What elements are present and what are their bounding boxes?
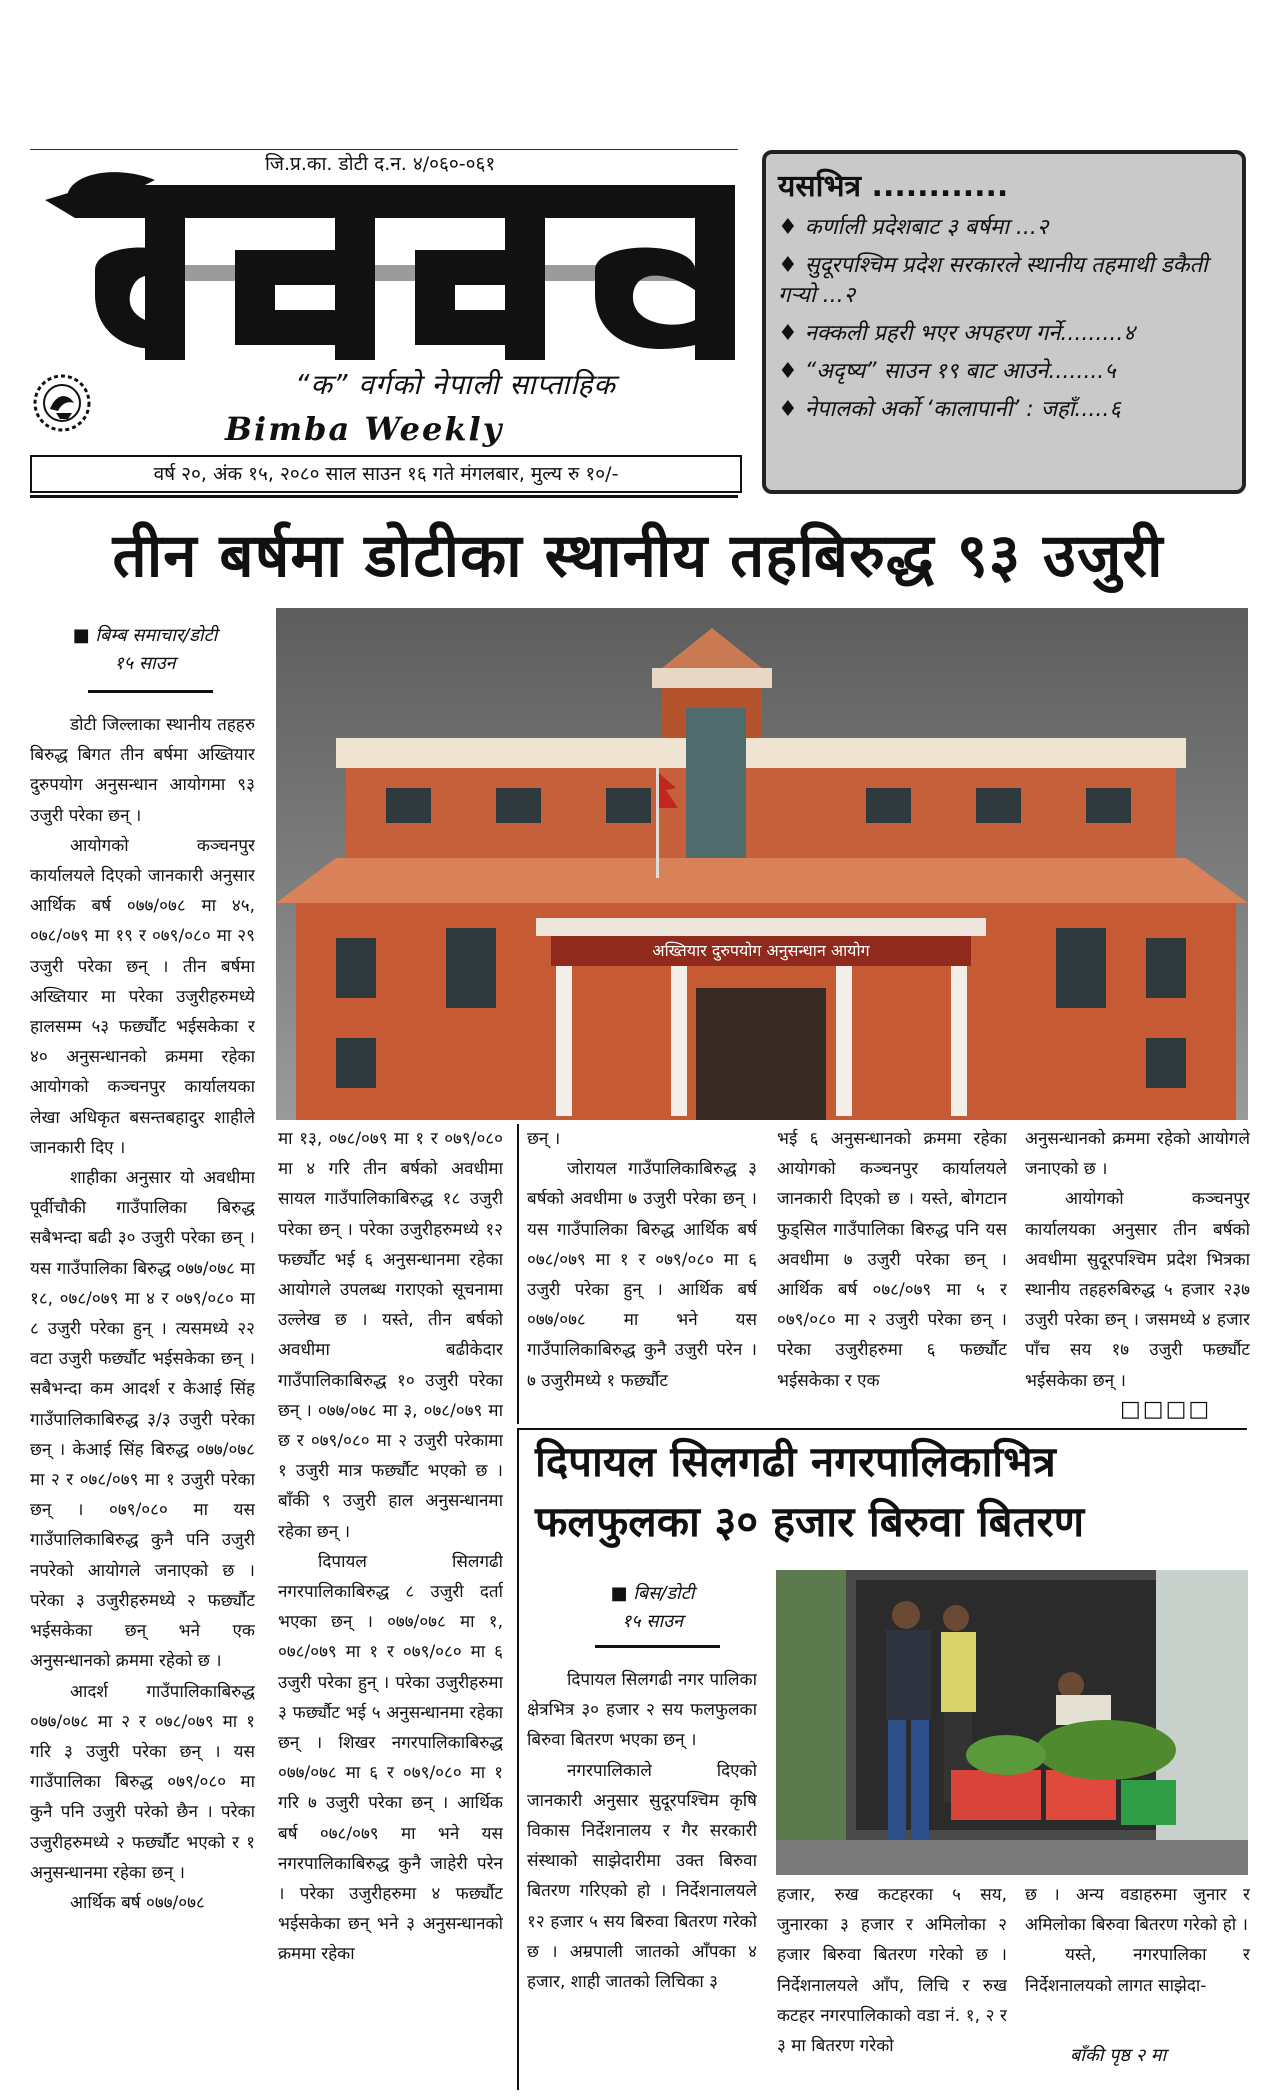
paragraph: डोटी जिल्लाका स्थानीय तहहरु बिरुद्ध बिगत तीन बर्षमा अख्तियार दुरुपयोग अनुसन्धान आयोगमा ९३ उजुरी परेका छन् । — [30, 715, 255, 826]
second-column-1 — [527, 1665, 757, 2085]
byline-rule — [595, 1645, 720, 1648]
second-column-3 — [1025, 1880, 1250, 2030]
second-column-2 — [777, 1880, 1007, 2090]
inside-item[interactable]: ♦ नेपालको अर्को ‘कालापानी’ : जहाँ.....६ — [778, 397, 1121, 422]
paragraph: दिपायल सिलगढी नगर पालिका क्षेत्रभित्र ३० हजार २ सय फलफुलका बिरुवा बितरण भएका छन् । — [527, 1670, 757, 1751]
second-byline — [540, 1580, 765, 1636]
paragraph: यस्ते, नगरपालिका र निर्देशनालयको लागत साझेदा- — [1025, 1945, 1250, 1996]
story-end-mark: □□□□ — [1120, 1397, 1212, 1422]
registration-number: जि.प्र.का. डोटी द.न. ४/०६०-०६१ — [265, 153, 496, 175]
column-divider — [517, 1428, 519, 2090]
paragraph: भई ६ अनुसन्धानको क्रममा रहेका आयोगको कञ्चनपुर कार्यालयले जानकारी दिएको छ । यस्ते, बोगटान फुड्सिल गाउँपालिका बिरुद्ध पनि यस अवधीमा ७ उजुरी परेका छन् । आर्थिक बर्ष ०७८/०७९ मा ५ र ०७९/०८० मा २ उजुरी परेका छन् । परेका उजुरीहरुमा ६ फर्छ्यौट भईसकेका र एक — [777, 1129, 1007, 1391]
inside-item[interactable]: ♦ “अदृष्य” साउन १९ बाट आउने........५ — [778, 359, 1116, 384]
main-column-3 — [527, 1124, 757, 1424]
masthead-subtitle: “क” वर्गको नेपाली साप्ताहिक — [295, 368, 616, 401]
second-headline-line-1: दिपायल सिलगढी नगरपालिकाभित्र — [535, 1437, 1056, 1486]
paragraph: नगरपालिकाले दिएको जानकारी अनुसार सुदूरपश्चिम कृषि विकास निर्देशनालय र गैर सरकारी संस्थाको साझेदारीमा उक्त बिरुवा बितरण गरिएको हो । निर्देशनालयले १२ हजार ५ सय बिरुवा बितरण गरेको छ । अम्रपाली जातको आँपका ४ हजार, शाही जातको लिचिका ३ — [527, 1760, 757, 1993]
continued-on-page[interactable]: बाँकी पृष्ठ २ मा — [1070, 2045, 1167, 2066]
inside-item[interactable]: ♦ कर्णाली प्रदेशबाट ३ बर्षमा ...२ — [778, 215, 1049, 240]
inside-heading: यसभित्र ............ — [778, 169, 1009, 204]
paragraph: जोरायल गाउँपालिकाबिरुद्ध ३ बर्षको अवधीमा ७ उजुरी परेका छन् । यस गाउँपालिका बिरुद्ध आर्थिक बर्ष ०७८/०७९ मा १ र ०७९/०८० मा ६ उजुरी परेका हुन् । आर्थिक बर्ष ०७७/०७८ मा भने यस गाउँपालिकाबिरुद्ध कुनै उजुरी परेन । ७ उजुरीमध्ये १ फर्छ्यौट — [527, 1159, 757, 1391]
byline-source: ■ बिस/डोटी — [610, 1583, 695, 1604]
paragraph: दिपायल सिलगढी नगरपालिकाबिरुद्ध ८ उजुरी दर्ता भएका छन् । ०७७/०७८ मा १, ०७८/०७९ मा १ र ०७९/०८० मा ६ उजुरी परेका हुन् । परेका उजुरीहरुमा ३ फर्छ्यौट भई ५ अनुसन्धानमा रहेका छन् । शिखर नगरपालिकाबिरुद्ध ०७७/०७८ मा ६ र ०७९/०८० मा १ गरि ७ उजुरी परेका छन् । आर्थिक बर्ष ०७८/०७९ मा भने यस नगरपालिकाबिरुद्ध कुनै जाहेरी परेन । परेका उजुरीहरुमा ४ फर्छ्यौट भईसकेका छन् भने ३ अनुसन्धानको क्रममा रहेका — [278, 1551, 503, 1965]
emblem-icon — [32, 373, 92, 433]
inside-item[interactable]: ♦ नक्कली प्रहरी भएर अपहरण गर्ने.........४ — [778, 321, 1135, 346]
building-sign: अख्तियार दुरुपयोग अनुसन्धान आयोग — [652, 941, 870, 960]
saplings-distribution-photo — [776, 1570, 1248, 1875]
paragraph: छन् । — [527, 1129, 561, 1149]
inside-item[interactable]: ♦ सुदूरपश्चिम प्रदेश सरकारले स्थानीय तहमाथी डकैती गर्‍यो ...२ — [778, 253, 1208, 308]
main-column-2 — [278, 1124, 503, 2090]
paragraph: हजार, रुख कटहरका ५ सय, जुनारका ३ हजार र अमिलोका २ हजार बिरुवा बितरण गरेको छ । निर्देशनालयले आँप, लिचि र रुख कटहर नगरपालिकाको वडा नं. १, २ र ३ मा बितरण गरेको — [777, 1885, 1007, 2057]
paragraph: आदर्श गाउँपालिकाबिरुद्ध ०७७/०७८ मा २ र ०७८/०७९ मा १ गरि ३ उजुरी परेका छन् । यस गाउँपालिका बिरुद्ध ०७९/०८० मा कुनै पनि उजुरी परेको छैन । परेका उजुरीहरुमध्ये २ फर्छ्यौट भएको र १ अनुसन्धानमा रहेका छन् । — [30, 1681, 255, 1883]
byline-date: १५ साउन — [114, 653, 176, 674]
masthead-logo — [35, 160, 755, 380]
second-headline — [535, 1432, 1247, 1552]
byline-source: ■ बिम्ब समाचार/डोटी — [72, 625, 218, 646]
paragraph: आयोगको कञ्चनपुर कार्यालयले दिएको जानकारी अनुसार आर्थिक बर्ष ०७७/०७८ मा ४५, ०७८/०७९ मा १९ र ०७९/०८० मा २९ उजुरी परेका छन् । तीन बर्षमा अख्तियार मा परेका उजुरीहरुमध्ये हालसम्म ५३ फर्छ्यौट भईसकेका र ४० अनुसन्धानको क्रममा रहेका आयोगको कञ्चनपुर कार्यालयका लेखा अधिकृत बसन्तबहादुर शाहीले जानकारी दिए । — [30, 835, 255, 1158]
paragraph: आर्थिक बर्ष ०७७/०७८ — [70, 1892, 205, 1913]
section-rule — [517, 1428, 1247, 1430]
paragraph: अनुसन्धानको क्रममा रहेको आयोगले जनाएको छ । — [1025, 1129, 1250, 1180]
column-divider — [517, 1124, 519, 1424]
paragraph: आयोगको कञ्चनपुर कार्यालयका अनुसार तीन बर्षको अवधीमा सुदूरपश्चिम प्रदेश भित्रका स्थानीय तहहरुबिरुद्ध ५ हजार २३७ उजुरी परेका छन् । जसमध्ये ४ हजार पाँच सय १७ उजुरी फर्छ्यौट भईसकेका छन् । — [1025, 1189, 1250, 1391]
main-byline — [30, 622, 260, 678]
issue-info: वर्ष २०, अंक १५, २०८० साल साउन १६ गते मंगलबार, मुल्य रु १०/- — [30, 455, 742, 493]
commission-building-photo — [276, 608, 1248, 1120]
main-column-1 — [30, 710, 255, 2090]
byline-rule — [88, 690, 213, 693]
main-headline: तीन बर्षमा डोटीका स्थानीय तहबिरुद्ध ९३ उजुरी — [112, 521, 1164, 591]
main-column-4 — [777, 1124, 1007, 1424]
main-column-5 — [1025, 1124, 1250, 1399]
paragraph: मा १३, ०७८/०७९ मा १ र ०७९/०८० मा ४ गरि तीन बर्षको अवधीमा सायल गाउँपालिकाबिरुद्ध १८ उजुरी परेका छन् । परेका उजुरीहरुमध्ये १२ फर्छ्यौट भई ६ अनुसन्धानमा रहेका आयोगले उपलब्ध गराएको सूचनामा उल्लेख छ । यस्ते, तीन बर्षको अवधीमा बढीकेदार गाउँपालिकाबिरुद्ध १० उजुरी परेका छन् । ०७७/०७८ मा ३, ०७८/०७९ मा छ र ०७९/०८० मा २ उजुरी परेकामा १ उजुरी मात्र फर्छ्यौट भएको छ । बाँकी ९ उजुरी हाल अनुसन्धानमा रहेका छन् । — [278, 1129, 503, 1542]
paragraph: छ । अन्य वडाहरुमा जुनार र अमिलोका बिरुवा बितरण गरेको हो । — [1025, 1885, 1250, 1936]
paragraph: शाहीका अनुसार यो अवधीमा पूर्वीचौकी गाउँपालिका बिरुद्ध सबैभन्दा बढी ३० उजुरी परेका छन् । यस गाउँपालिका बिरुद्ध ०७७/०७८ मा १८, ०७८/०७९ मा ४ र ०७९/०८० मा ८ उजुरी परेका हुन् । त्यसमध्ये २२ वटा उजुरी फर्छ्यौट भईसकेका छन् । सबैभन्दा कम आदर्श र केआई सिंह गाउँपालिकाबिरुद्ध ३/३ उजुरी परेका छन् । केआई सिंह बिरुद्ध ०७७/०७८ मा २ र ०७८/०७९ मा १ उजुरी परेका छन् । ०७९/०८० मा यस गाउँपालिकाबिरुद्ध कुनै पनि उजुरी नपरेको आयोगले जनाएको छ । परेका ३ उजुरीहरुमध्ये २ फर्छ्यौट भईसकेका छन् भने एक अनुसन्धानको क्रममा रहेको छ । — [30, 1168, 255, 1672]
second-headline-line-2: फलफुलका ३० हजार बिरुवा बितरण — [535, 1497, 1085, 1546]
inside-contents-box — [762, 150, 1246, 494]
masthead-bottom-rule — [30, 495, 738, 498]
byline-date: १५ साउन — [621, 1611, 684, 1632]
english-name: Bimba Weekly — [225, 410, 504, 448]
